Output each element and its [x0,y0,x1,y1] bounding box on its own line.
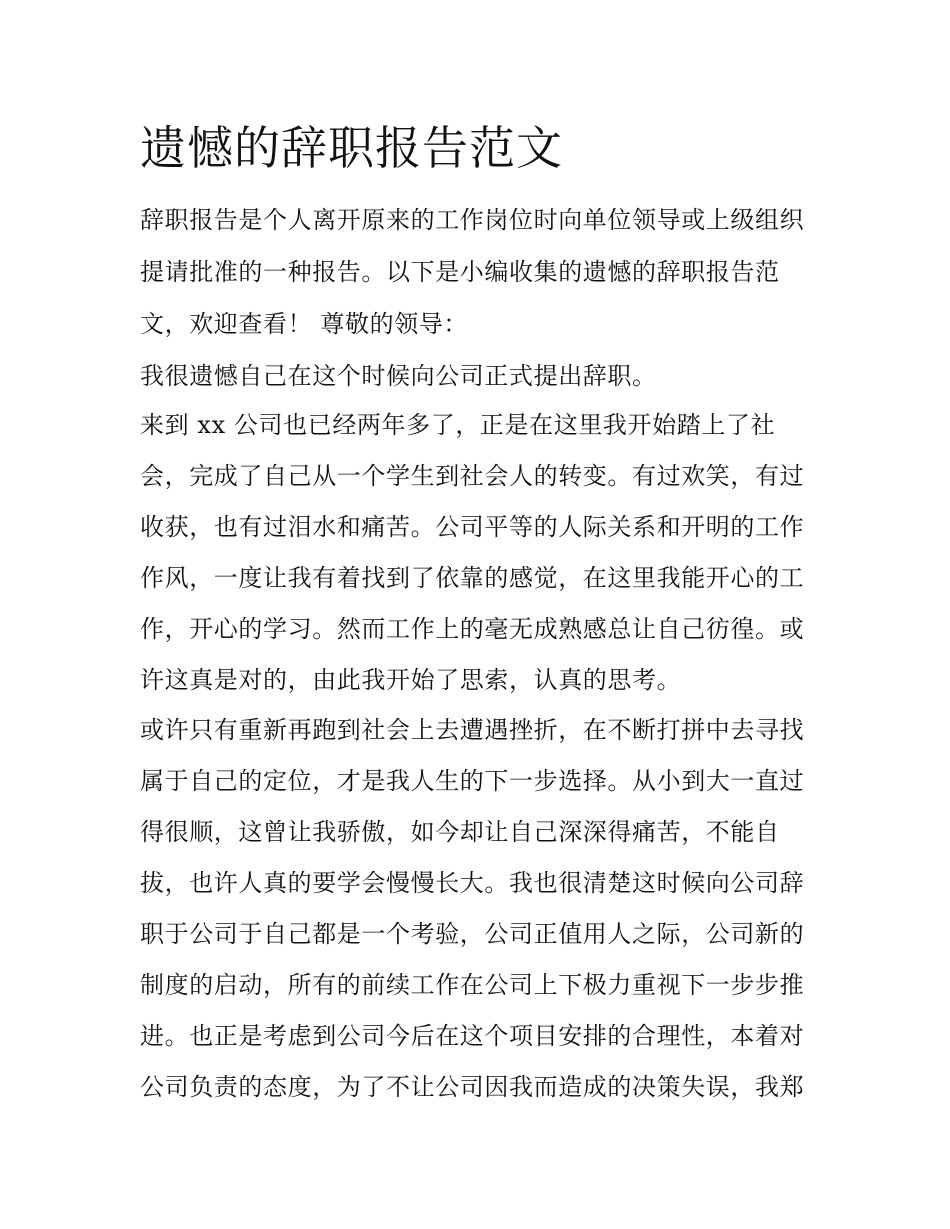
body-line: 或许只有重新再跑到社会上去遭遇挫折，在不断打拼中去寻找 [140,716,805,744]
body-line: 进。也正是考虑到公司今后在这个项目安排的合理性，本着对 [140,1022,805,1050]
body-line: 来到 xx 公司也已经两年多了，正是在这里我开始踏上了社 [140,411,776,439]
body-line: 收获，也有过泪水和痛苦。公司平等的人际关系和开明的工作 [140,513,805,541]
body-line: 我很遗憾自己在这个时候向公司正式提出辞职。 [140,362,657,390]
body-line: 文，欢迎查看！ 尊敬的领导： [140,310,469,338]
body-line: 得很顺，这曾让我骄傲，如今却让自己深深得痛苦，不能自 [140,818,780,846]
body-line: 辞职报告是个人离开原来的工作岗位时向单位领导或上级组织 [140,206,805,234]
body-line: 拔，也许人真的要学会慢慢长大。我也很清楚这时候向公司辞 [140,869,805,897]
body-line: 作风，一度让我有着找到了依靠的感觉，在这里我能开心的工 [140,564,805,592]
body-line: 会，完成了自己从一个学生到社会人的转变。有过欢笑，有过 [140,462,805,490]
body-line: 提请批准的一种报告。以下是小编收集的遗憾的辞职报告范 [140,258,780,286]
body-line: 许这真是对的，由此我开始了思索，认真的思考。 [140,666,682,694]
body-line: 公司负责的态度，为了不让公司因我而造成的决策失误，我郑 [140,1073,805,1101]
body-line: 职于公司于自己都是一个考验，公司正值用人之际，公司新的 [140,920,805,948]
body-line: 作，开心的学习。然而工作上的毫无成熟感总让自己彷徨。或 [140,615,805,643]
document-title: 遗憾的辞职报告范文 [140,121,563,175]
body-line: 制度的启动，所有的前续工作在公司上下极力重视下一步步推 [140,971,805,999]
body-line: 属于自己的定位，才是我人生的下一步选择。从小到大一直过 [140,767,805,795]
